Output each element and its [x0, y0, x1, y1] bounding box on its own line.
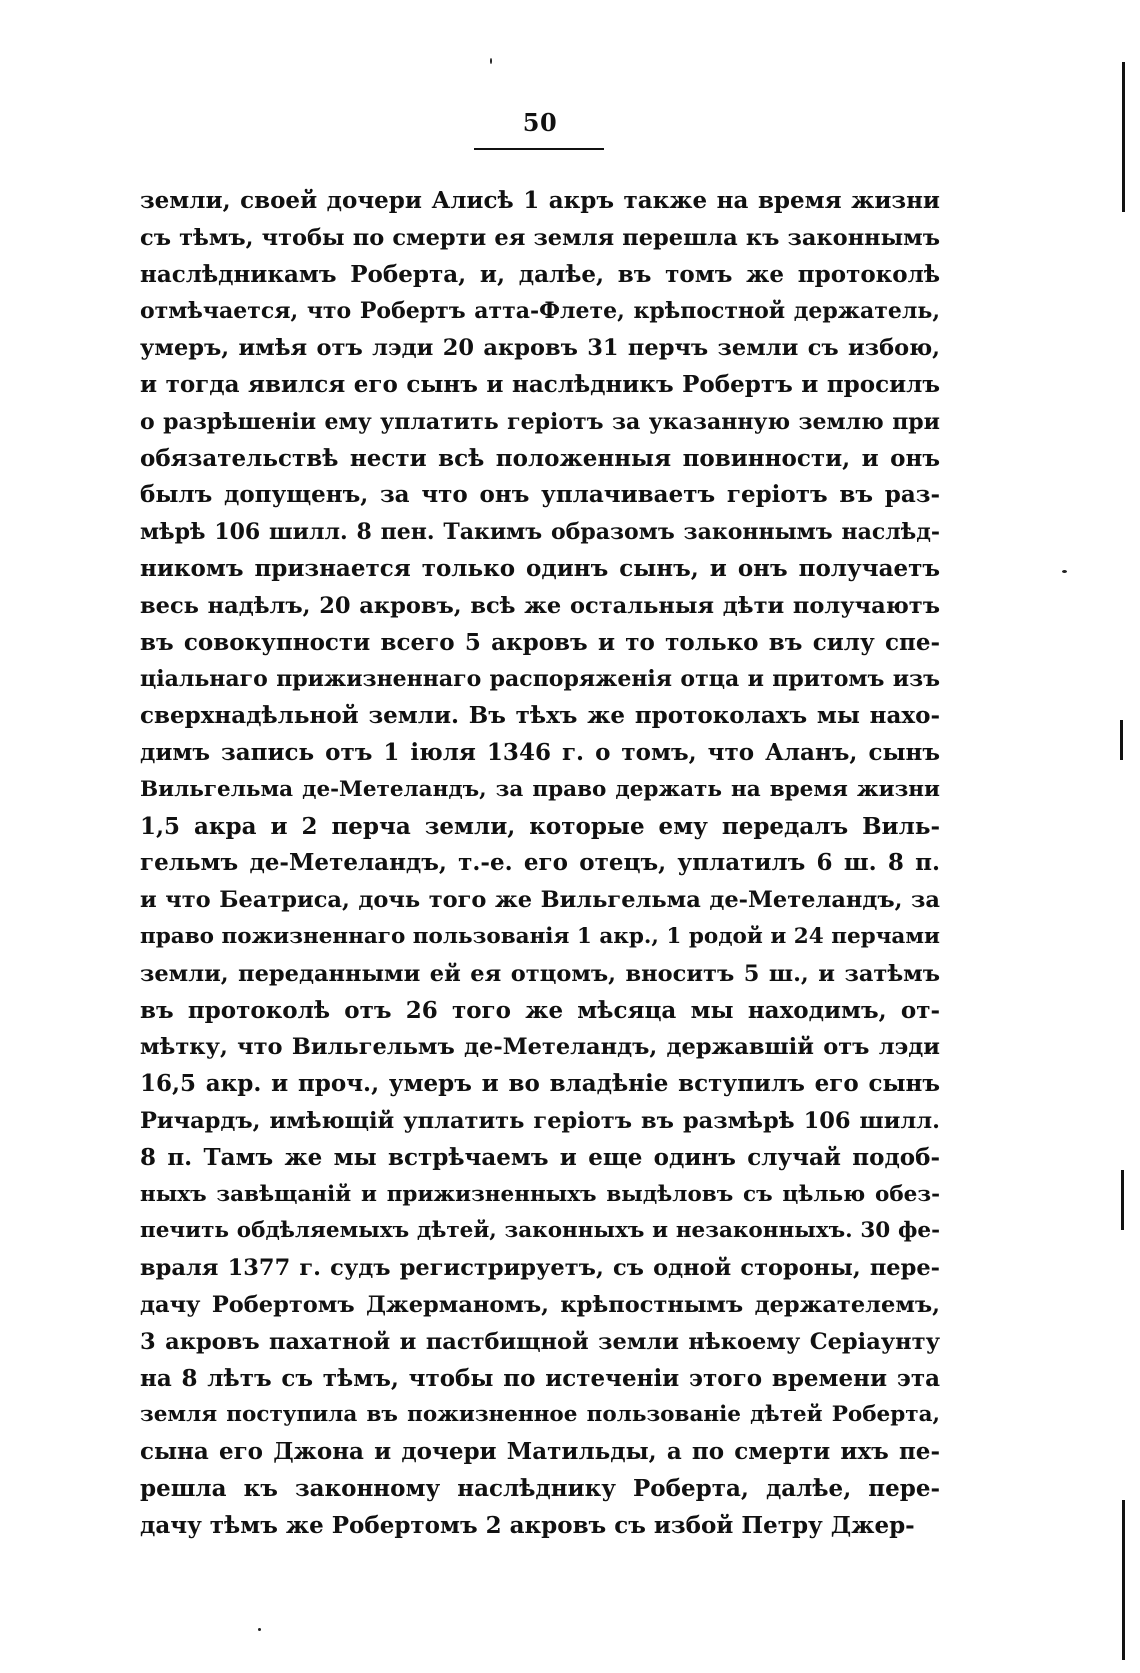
text-line: дачу Робертомъ Джерманомъ, крѣпостнымъ держателемъ, — [140, 1291, 940, 1318]
scan-edge-mark — [1120, 720, 1123, 760]
text-line: 16,5 акр. и проч., умеръ и во владѣніе вступилъ его сынъ — [140, 1070, 940, 1098]
scan-edge-mark — [1122, 1500, 1125, 1660]
text-line: сверхнадѣльной земли. Въ тѣхъ же протоколахъ мы нахо- — [140, 702, 940, 730]
scan-speck — [490, 58, 492, 64]
text-line: весь надѣлъ, 20 акровъ, всѣ же остальныя дѣти получаютъ — [140, 592, 940, 619]
text-line: земля поступила въ пожизненное пользованіе дѣтей Роберта, — [140, 1402, 940, 1428]
text-line: 8 п. Тамъ же мы встрѣчаемъ и еще одинъ случай подоб- — [140, 1143, 940, 1171]
text-line: сына его Джона и дочери Матильды, а по смерти ихъ пе- — [140, 1438, 940, 1466]
scan-edge-mark — [1121, 1170, 1124, 1230]
text-line: Вильгельма де-Метеландъ, за право держать на время жизни — [140, 776, 940, 802]
page-number: 50 — [522, 108, 558, 137]
text-line: и тогда явился его сынъ и наслѣдникъ Робертъ и просилъ — [140, 370, 940, 398]
text-line: обязательствѣ нести всѣ положенныя повинности, и онъ — [140, 444, 940, 472]
text-line: 3 акровъ пахатной и пастбищной земли нѣкоему Серіаунту — [140, 1328, 940, 1355]
text-line: ціальнаго прижизненнаго распоряженія отца и притомъ изъ — [140, 666, 940, 693]
text-line: решла къ законному наслѣднику Роберта, далѣе, пере- — [140, 1474, 940, 1502]
text-line: умеръ, имѣя отъ лэди 20 акровъ 31 перчъ земли съ избою, — [140, 335, 940, 362]
text-line: въ совокупности всего 5 акровъ и то только въ силу спе- — [140, 628, 940, 656]
text-line: мѣрѣ 106 шилл. 8 пен. Такимъ образомъ законнымъ наслѣд- — [140, 519, 940, 546]
text-line: Ричардъ, имѣющій уплатить геріотъ въ размѣрѣ 106 шилл. — [140, 1107, 940, 1134]
text-line: печить обдѣляемыхъ дѣтей, законныхъ и незаконныхъ. 30 фе- — [140, 1218, 940, 1244]
text-line: съ тѣмъ, чтобы по смерти ея земля перешла къ законнымъ — [140, 224, 940, 251]
text-line: никомъ признается только одинъ сынъ, и онъ получаетъ — [140, 554, 940, 582]
text-line: отмѣчается, что Робертъ атта-Флете, крѣпостной держатель, — [140, 298, 940, 325]
text-line: о разрѣшеніи ему уплатить геріотъ за указанную землю при — [140, 408, 940, 435]
text-line: земли, своей дочери Алисѣ 1 акръ также на время жизни — [140, 187, 940, 214]
text-line: земли, переданными ей ея отцомъ, вноситъ 5 ш., и затѣмъ — [140, 960, 940, 987]
text-line: мѣтку, что Вильгельмъ де-Метеландъ, державшій отъ лэди — [140, 1034, 940, 1061]
scan-speck — [1062, 570, 1067, 573]
text-line: и что Беатриса, дочь того же Вильгельма де-Метеландъ, за — [140, 887, 940, 914]
text-line: враля 1377 г. судъ регистрируетъ, съ одной стороны, пере- — [140, 1255, 940, 1282]
text-line: гельмъ де-Метеландъ, т.-е. его отецъ, уплатилъ 6 ш. 8 п. — [140, 849, 940, 877]
text-line: право пожизненнаго пользованія 1 акр., 1 родой и 24 перчами — [140, 923, 940, 949]
text-line: наслѣдникамъ Роберта, и, далѣе, въ томъ же протоколѣ — [140, 260, 940, 288]
text-line: димъ запись отъ 1 іюля 1346 г. о томъ, что Аланъ, сынъ — [140, 738, 940, 766]
text-line: дачу тѣмъ же Робертомъ 2 акровъ съ избой Петру Джер- — [140, 1511, 915, 1539]
scan-edge-mark — [1122, 62, 1125, 212]
scan-speck — [258, 1628, 261, 1631]
text-line: былъ допущенъ, за что онъ уплачиваетъ геріотъ въ раз- — [140, 481, 940, 509]
header-rule — [474, 148, 604, 150]
body-text — [140, 183, 940, 1544]
text-line: на 8 лѣтъ съ тѣмъ, чтобы по истеченіи этого времени эта — [140, 1364, 940, 1392]
text-line: 1,5 акра и 2 перча земли, которые ему передалъ Виль- — [140, 812, 940, 840]
text-line: въ протоколѣ отъ 26 того же мѣсяца мы находимъ, от- — [140, 996, 940, 1024]
text-line: ныхъ завѣщаній и прижизненныхъ выдѣловъ съ цѣлью обез- — [140, 1181, 940, 1207]
